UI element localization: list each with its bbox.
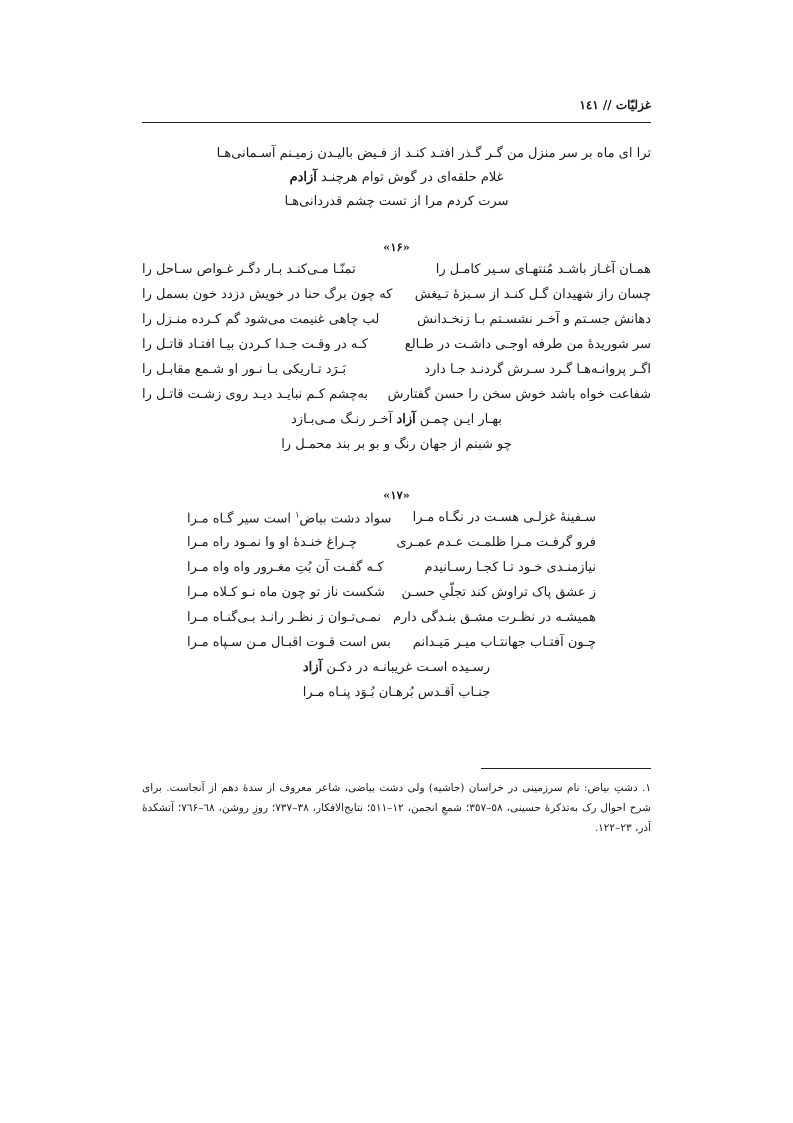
- first-hemistich: ز عشق پاک تراوش کند تجلّیِ حسـن: [401, 585, 596, 600]
- closing-verse-line: رسـیده اسـت غریبانـه در دکـن آزاد: [302, 660, 491, 675]
- verse-couplet: [142, 287, 651, 309]
- second-hemistich: لب چاهی غنیمت می‌شود گم کـرده منـزل را: [142, 312, 380, 327]
- verse-couplet: [142, 535, 651, 557]
- verse-couplet: [142, 510, 651, 532]
- verse-line: غلام حلقه‌ای در گوش توام هرچنـد آزادم: [289, 170, 504, 185]
- poet-name: آزاد: [302, 660, 323, 675]
- header-rule: [142, 122, 651, 123]
- second-hemistich: تمنّـا مـی‌کنـد بـار دگـر غـواص سـاحل را: [142, 262, 356, 277]
- first-hemistich: شفاعت خواه باشد خوش سخن را حسن گفتارش: [387, 387, 651, 402]
- second-hemistich: سواد دشت بیاض$^١$ است سیر گـاه مـرا: [187, 510, 392, 527]
- second-hemistich: چـراغ خنـدهٔ او وا نمـود راه مـرا: [187, 535, 358, 550]
- verse-couplet: [142, 387, 651, 409]
- second-hemistich: شکست ناز تو چون ماه نـو کـلاه مـرا: [187, 585, 385, 600]
- second-hemistich: کـه در وقـت جـدا کـردن بیـا افتـاد قاتـل را: [142, 337, 368, 352]
- ghazal-15-ending: [142, 146, 651, 216]
- ghazal-number: «۱۶»: [383, 240, 410, 254]
- first-hemistich: نیازمنـدی خـود تـا کجـا رسـانیدم: [424, 560, 596, 575]
- second-hemistich: که چون برگ حنا در خویش دزدد خون بسمل را: [142, 287, 393, 302]
- page-number: ١٤١: [579, 98, 599, 112]
- verse-couplet: [142, 585, 651, 607]
- running-head-separator: //: [598, 98, 612, 112]
- poet-name: آزاد: [396, 412, 416, 427]
- first-hemistich: همـان آغـاز باشـد مُنتهـای سـیر کامـل را: [435, 262, 651, 277]
- running-head-title: غزلیّات: [615, 98, 651, 112]
- second-hemistich: بس است قـوت اقبـال مـن سـپاه مـرا: [187, 635, 391, 650]
- first-hemistich: چسان راز شهیدان گـل کنـد از سـبزهٔ تـیغش: [414, 287, 651, 302]
- verse-couplet: [142, 312, 651, 334]
- running-head: [142, 98, 651, 120]
- poet-name: آزادم: [289, 170, 317, 185]
- footnote-marker: ١: [295, 510, 300, 519]
- closing-verse-line: چو شبنم از جهان رنگ و بو بر بند محمـل را: [281, 437, 512, 452]
- verse-couplet: [142, 610, 651, 632]
- verse-couplet: [142, 337, 651, 359]
- second-hemistich: به‌چشم کـم نبایـد دیـد روی زشـت قاتـل را: [142, 387, 369, 402]
- ghazal-number: «۱۷»: [383, 488, 410, 502]
- verse-couplet: [142, 262, 651, 284]
- first-hemistich: همیشـه در نظـرت مشـق بنـدگی دارم: [392, 610, 596, 625]
- verse-line: سرت کردم مرا از تست چشم قدردانی‌هـا: [284, 194, 509, 209]
- verse-line: ترا ای ماه بر سر منزل من گـر گـذر افتـد کنـد از فـیض بالیـدن زمیـنم آسـمانی‌هـا: [216, 146, 651, 161]
- second-hemistich: نمـی‌تـوان ز نظـر رانـد بـی‌گنـاه مـرا: [187, 610, 381, 625]
- verse-couplet: [142, 560, 651, 582]
- verse-couplet: [142, 635, 651, 657]
- first-hemistich: سر شوریدهٔ من طرفه اوجـی داشـت در طـالع: [404, 337, 651, 352]
- ghazal-17: [142, 488, 651, 718]
- first-hemistich: دهانش جسـتم و آخـر نشسـتم بـا زنخـدانش: [417, 312, 651, 327]
- first-hemistich: چـون آفتـاب جهانتـاب میـر مَیـدانم: [412, 635, 596, 650]
- verse-couplet: [142, 362, 651, 384]
- closing-verse-line: بهـار ایـن چمـن آزاد آخـر رنـگ مـی‌بـازد: [291, 412, 502, 427]
- closing-verse-line: جنـاب اَقـدس بُرهـان بُـوَد پنـاه مـرا: [302, 685, 491, 700]
- first-hemistich: سـفینهٔ غزلـی هسـت در نگـاه مـرا: [412, 510, 596, 525]
- footnote: ١. دشتِ بیاض: نام سرزمینی در خراسان (حاشیه) ولی دشت بیاضی، شاعر معروف از سدهٔ دهم از آنجاست. برای شرح احوال رک به‌تذکرهٔ حسینی، ٥٨–٣٥٧؛ شمعِ انجمن، ١٢–٥١١؛ نتایج‌الافکار، ٣٨–٧٣٧؛ روزِ روشن، ٦٨–٧٦۶؛ آتشکدهٔ آذر، ٢٣–١٢٢.: [142, 782, 651, 834]
- second-hemistich: کـه گفـت آن بُتِ مغـرور واه واه مـرا: [187, 560, 384, 575]
- first-hemistich: فرو گرفـت مـرا ظلمـت عـدم عمـری: [396, 535, 596, 550]
- second-hemistich: بَـرَد تـاریکی بـا نـور او شـمع مقابـل را: [142, 362, 347, 377]
- first-hemistich: اگـر پروانـه‌هـا گـرد سـرش گردنـد جـا دارد: [424, 362, 651, 377]
- footnote-rule: [481, 768, 651, 769]
- ghazal-16: [142, 240, 651, 470]
